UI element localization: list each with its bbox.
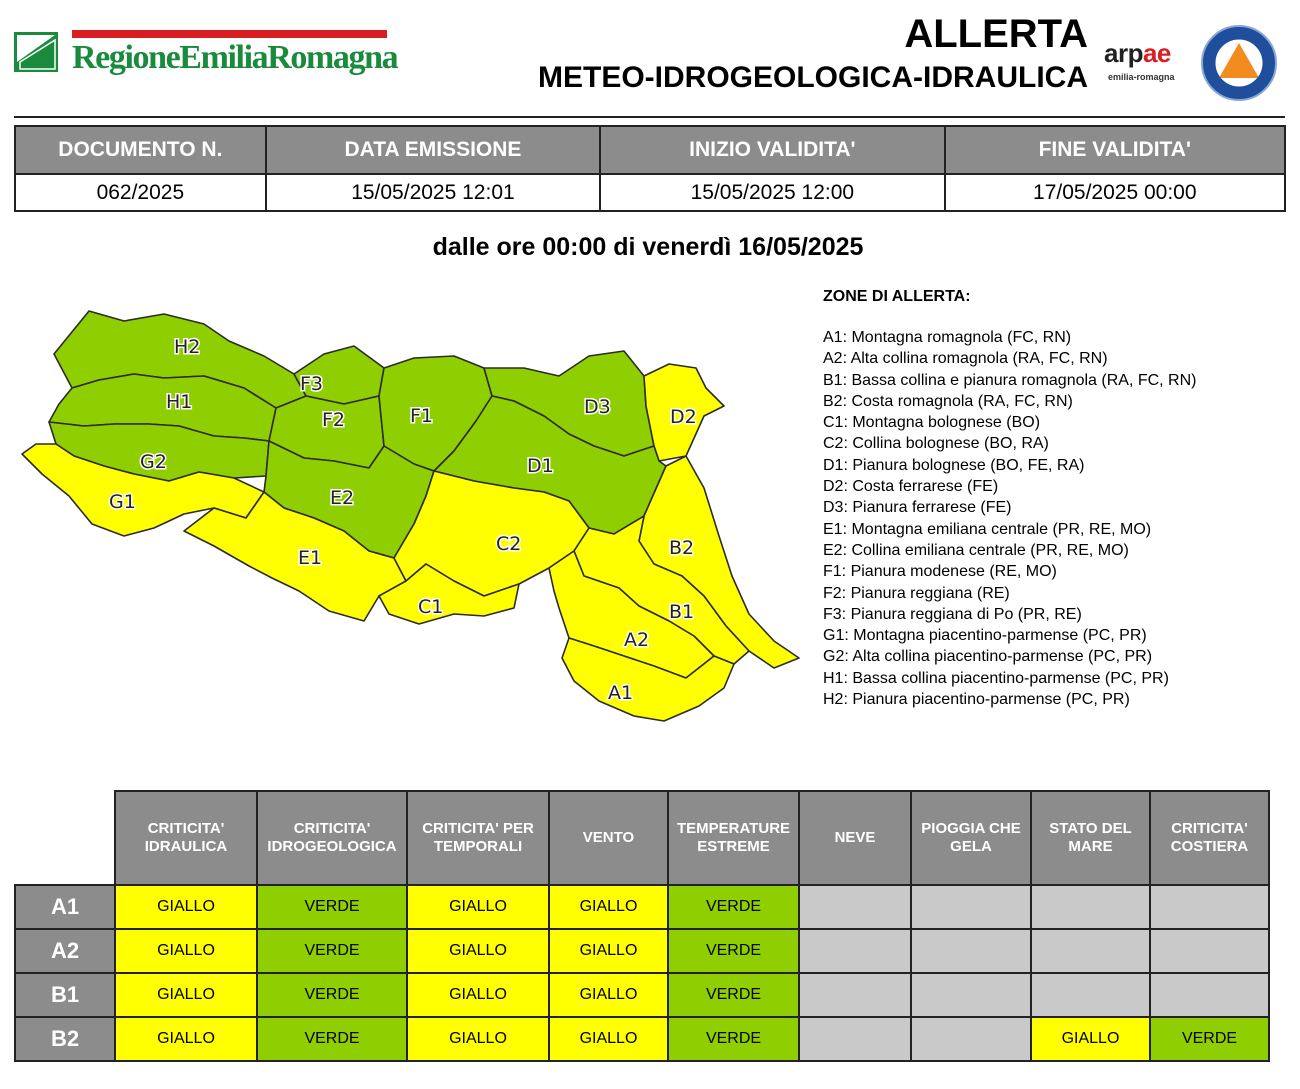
col-header-temporali bbox=[407, 791, 549, 885]
criticity-cell-neve bbox=[799, 885, 911, 929]
arpae-logo-text-b: ae bbox=[1142, 38, 1171, 68]
legend-item-g2: G2: Alta collina piacentino-parmense (PC, PR) bbox=[823, 648, 1153, 666]
criticity-cell-temperature: VERDE bbox=[668, 885, 799, 929]
criticity-cell-stato-mare bbox=[1031, 973, 1150, 1017]
document-info-header-row bbox=[15, 126, 1285, 174]
col-header-pioggia-gela bbox=[911, 791, 1031, 885]
criticity-cell-idrogeologica: VERDE bbox=[257, 1017, 407, 1061]
emission-date-header: DATA EMISSIONE bbox=[266, 126, 600, 174]
col-header-idrogeologica-line1: CRITICITA' bbox=[293, 820, 371, 837]
legend-item-d2: D2: Costa ferrarese (FE) bbox=[823, 478, 999, 496]
criticity-cell-neve bbox=[799, 973, 911, 1017]
validity-start-header: INIZIO VALIDITA' bbox=[600, 126, 944, 174]
col-header-stato-mare-line1: STATO DEL bbox=[1049, 820, 1132, 837]
col-header-vento bbox=[549, 791, 668, 885]
col-header-idrogeologica-line2: IDROGEOLOGICA bbox=[267, 838, 397, 855]
criticity-cell-vento: GIALLO bbox=[549, 1017, 668, 1061]
criticity-cell-temperature: VERDE bbox=[668, 929, 799, 973]
col-header-pioggia-gela-line1: PIOGGIA CHE bbox=[921, 820, 1021, 837]
criticity-cell-costiera: VERDE bbox=[1150, 1017, 1269, 1061]
map-label-h2: H2 bbox=[174, 336, 201, 358]
criticity-cell-idrogeologica: VERDE bbox=[257, 973, 407, 1017]
criticity-cell-temporali: GIALLO bbox=[407, 929, 549, 973]
zone-legend-title: ZONE DI ALLERTA: bbox=[823, 288, 971, 305]
arpae-logo bbox=[1104, 38, 1194, 88]
legend-item-d1: D1: Pianura bolognese (BO, FE, RA) bbox=[823, 456, 1085, 474]
criticity-cell-temperature: VERDE bbox=[668, 1017, 799, 1061]
region-logo-text: RegioneEmiliaRomagna bbox=[72, 39, 398, 76]
col-header-costiera bbox=[1150, 791, 1269, 885]
criticity-cell-vento: GIALLO bbox=[549, 973, 668, 1017]
criticity-cell-pioggia-gela bbox=[911, 973, 1031, 1017]
criticity-row-a1 bbox=[15, 885, 1269, 929]
alert-subtitle: METEO-IDROGEOLOGICA-IDRAULICA bbox=[538, 61, 1088, 94]
criticity-row-a2 bbox=[15, 929, 1269, 973]
map-label-h1: H1 bbox=[166, 391, 193, 413]
map-label-d3: D3 bbox=[584, 396, 611, 418]
legend-item-g1: G1: Montagna piacentino-parmense (PC, PR) bbox=[823, 627, 1147, 645]
legend-item-f3: F3: Pianura reggiana di Po (PR, RE) bbox=[823, 605, 1082, 623]
criticity-cell-stato-mare bbox=[1031, 885, 1150, 929]
col-header-stato-mare bbox=[1031, 791, 1150, 885]
map-label-b2: B2 bbox=[669, 537, 695, 559]
legend-item-h2: H2: Pianura piacentino-parmense (PC, PR) bbox=[823, 691, 1130, 709]
criticity-cell-temporali: GIALLO bbox=[407, 885, 549, 929]
legend-item-a2: A2: Alta collina romagnola (RA, FC, RN) bbox=[823, 350, 1108, 368]
alert-title: ALLERTA bbox=[904, 12, 1088, 56]
map-label-g1: G1 bbox=[109, 491, 136, 513]
criticity-cell-temperature: VERDE bbox=[668, 973, 799, 1017]
criticity-cell-costiera bbox=[1150, 929, 1269, 973]
criticity-row-zone-label: A1 bbox=[15, 885, 115, 929]
legend-item-f1: F1: Pianura modenese (RE, MO) bbox=[823, 563, 1057, 581]
col-header-temperature bbox=[668, 791, 799, 885]
criticity-header-row bbox=[15, 791, 1269, 885]
criticity-table bbox=[14, 790, 1270, 1062]
map-label-e1: E1 bbox=[298, 547, 323, 569]
alert-zone-map-svg bbox=[14, 296, 804, 736]
criticity-cell-idraulica: GIALLO bbox=[115, 885, 257, 929]
col-header-neve bbox=[799, 791, 911, 885]
col-header-stato-mare-line2: MARE bbox=[1068, 838, 1113, 855]
validity-end-header: FINE VALIDITA' bbox=[945, 126, 1285, 174]
map-label-e2: E2 bbox=[330, 487, 355, 509]
col-header-vento-line1: VENTO bbox=[582, 829, 635, 846]
arpae-logo-tagline: emilia-romagna bbox=[1108, 72, 1175, 82]
col-header-neve-line1: NEVE bbox=[834, 829, 876, 846]
document-number-value: 062/2025 bbox=[15, 174, 266, 211]
col-header-idraulica bbox=[115, 791, 257, 885]
col-header-temperature-line1: TEMPERATURE bbox=[676, 820, 791, 837]
criticity-row-b2 bbox=[15, 1017, 1269, 1061]
legend-item-e2: E2: Collina emiliana centrale (PR, RE, MO) bbox=[823, 541, 1129, 559]
legend-item-b2: B2: Costa romagnola (RA, FC, RN) bbox=[823, 392, 1073, 410]
criticity-header-blank bbox=[15, 791, 115, 885]
validity-start-value: 15/05/2025 12:00 bbox=[600, 174, 944, 211]
emission-date-value: 15/05/2025 12:01 bbox=[266, 174, 600, 211]
criticity-cell-pioggia-gela bbox=[911, 885, 1031, 929]
col-header-costiera-line1: CRITICITA' bbox=[1171, 820, 1248, 837]
legend-item-f2: F2: Pianura reggiana (RE) bbox=[823, 584, 1010, 602]
header-divider bbox=[14, 116, 1285, 118]
criticity-cell-idraulica: GIALLO bbox=[115, 1017, 257, 1061]
criticity-row-zone-label: B1 bbox=[15, 973, 115, 1017]
criticity-cell-stato-mare bbox=[1031, 929, 1150, 973]
legend-item-e1: E1: Montagna emiliana centrale (PR, RE, MO) bbox=[823, 520, 1152, 538]
map-label-f1: F1 bbox=[410, 405, 434, 427]
map-label-a2: A2 bbox=[624, 629, 650, 651]
document-info-value-row bbox=[15, 174, 1285, 211]
criticity-cell-costiera bbox=[1150, 885, 1269, 929]
civil-protection-logo-icon bbox=[1200, 24, 1278, 102]
criticity-row-zone-label: B2 bbox=[15, 1017, 115, 1061]
arpae-logo-text-a: arp bbox=[1104, 38, 1143, 68]
criticity-table-body bbox=[15, 885, 1269, 1061]
criticity-cell-pioggia-gela bbox=[911, 1017, 1031, 1061]
col-header-temperature-line2: ESTREME bbox=[697, 838, 770, 855]
criticity-cell-vento: GIALLO bbox=[549, 929, 668, 973]
criticity-cell-neve bbox=[799, 1017, 911, 1061]
zone-legend bbox=[823, 288, 1293, 710]
criticity-cell-stato-mare: GIALLO bbox=[1031, 1017, 1150, 1061]
criticity-cell-costiera bbox=[1150, 973, 1269, 1017]
legend-item-d3: D3: Pianura ferrarese (FE) bbox=[823, 499, 1012, 517]
map-label-g2: G2 bbox=[140, 451, 167, 473]
map-label-c2: C2 bbox=[496, 533, 522, 555]
criticity-cell-idraulica: GIALLO bbox=[115, 929, 257, 973]
col-header-idrogeologica bbox=[257, 791, 407, 885]
map-label-b1: B1 bbox=[669, 601, 695, 623]
criticity-cell-idrogeologica: VERDE bbox=[257, 885, 407, 929]
map-label-c1: C1 bbox=[418, 596, 444, 618]
map-label-a1: A1 bbox=[608, 682, 634, 704]
document-number-header: DOCUMENTO N. bbox=[15, 126, 266, 174]
criticity-cell-pioggia-gela bbox=[911, 929, 1031, 973]
criticity-cell-temporali: GIALLO bbox=[407, 1017, 549, 1061]
map-label-f3: F3 bbox=[300, 373, 324, 395]
period-title: dalle ore 00:00 di venerdì 16/05/2025 bbox=[432, 233, 864, 261]
validity-end-value: 17/05/2025 00:00 bbox=[945, 174, 1285, 211]
col-header-idraulica-line1: CRITICITA' bbox=[147, 820, 225, 837]
criticity-cell-neve bbox=[799, 929, 911, 973]
legend-item-b1: B1: Bassa collina e pianura romagnola (RA, FC, RN) bbox=[823, 371, 1197, 389]
col-header-idraulica-line2: IDRAULICA bbox=[144, 838, 228, 855]
criticity-row-b1 bbox=[15, 973, 1269, 1017]
map-label-d1: D1 bbox=[527, 455, 554, 477]
legend-item-a1: A1: Montagna romagnola (FC, RN) bbox=[823, 329, 1072, 346]
col-header-temporali-line2: TEMPORALI bbox=[433, 838, 523, 855]
alert-zone-map bbox=[14, 296, 804, 736]
legend-item-h1: H1: Bassa collina piacentino-parmense (PC, PR) bbox=[823, 669, 1169, 687]
criticity-cell-vento: GIALLO bbox=[549, 885, 668, 929]
col-header-pioggia-gela-line2: GELA bbox=[950, 838, 992, 855]
criticity-cell-idrogeologica: VERDE bbox=[257, 929, 407, 973]
legend-item-c1: C1: Montagna bolognese (BO) bbox=[823, 414, 1041, 432]
regione-emilia-romagna-logo bbox=[14, 28, 398, 78]
region-logo-red-bar bbox=[72, 30, 387, 38]
criticity-row-zone-label: A2 bbox=[15, 929, 115, 973]
legend-item-c2: C2: Collina bolognese (BO, RA) bbox=[823, 435, 1049, 453]
criticity-cell-idraulica: GIALLO bbox=[115, 973, 257, 1017]
col-header-temporali-line1: CRITICITA' PER bbox=[422, 820, 534, 837]
criticity-cell-temporali: GIALLO bbox=[407, 973, 549, 1017]
map-label-d2: D2 bbox=[670, 406, 697, 428]
region-flag-icon bbox=[14, 32, 58, 72]
col-header-costiera-line2: COSTIERA bbox=[1170, 838, 1249, 855]
map-label-f2: F2 bbox=[322, 409, 346, 431]
document-info-table bbox=[14, 125, 1286, 212]
